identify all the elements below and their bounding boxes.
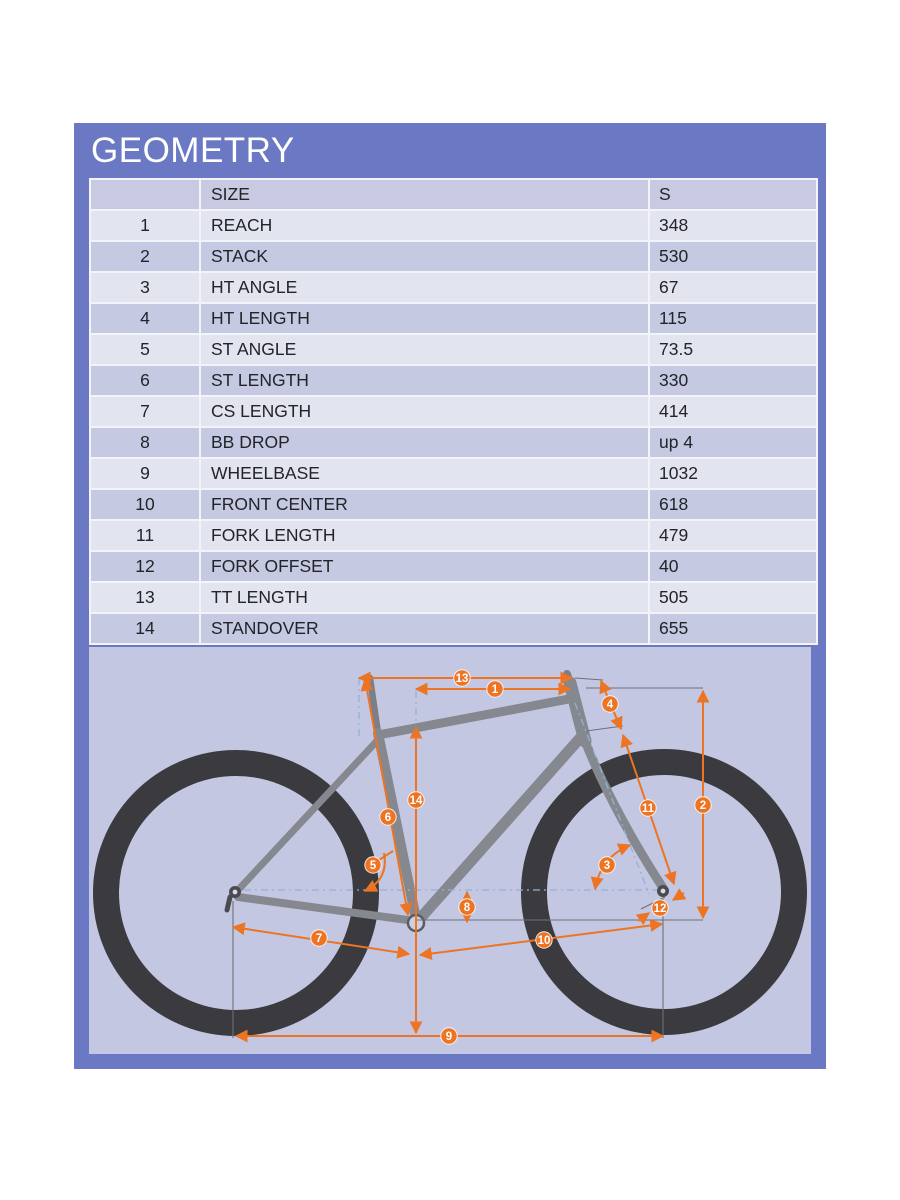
svg-text:8: 8 (463, 902, 471, 914)
table-row (91, 242, 816, 273)
callout-8 (459, 899, 475, 915)
table-row (91, 552, 816, 583)
row-number-cell: 14 (91, 614, 201, 645)
row-label-cell: TT LENGTH (201, 583, 650, 614)
row-number-cell: 11 (91, 521, 201, 552)
row-number-cell: 1 (91, 211, 201, 242)
row-value-cell: 348 (650, 211, 816, 242)
row-value-cell: 618 (650, 490, 816, 521)
callout-12 (652, 900, 668, 916)
row-number-cell: 7 (91, 397, 201, 428)
row-value-cell: 655 (650, 614, 816, 645)
callout-13 (454, 670, 470, 686)
top-tube (378, 699, 569, 735)
callout-4 (602, 696, 618, 712)
table-row (91, 335, 816, 366)
callout-6 (380, 809, 396, 825)
row-value-cell: 115 (650, 304, 816, 335)
row-label-cell: FORK LENGTH (201, 521, 650, 552)
chain-stay (238, 897, 415, 921)
row-label-cell: WHEELBASE (201, 459, 650, 490)
callout-7 (311, 930, 327, 946)
row-label-cell: FRONT CENTER (201, 490, 650, 521)
row-value-cell: 505 (650, 583, 816, 614)
table-row (91, 304, 816, 335)
bike-diagram-svg (89, 647, 811, 1054)
svg-text:6: 6 (384, 812, 392, 824)
svg-text:13: 13 (455, 673, 469, 685)
row-number-cell: 5 (91, 335, 201, 366)
row-number-cell: 13 (91, 583, 201, 614)
row-label-cell: HT LENGTH (201, 304, 650, 335)
row-label-cell: FORK OFFSET (201, 552, 650, 583)
header-cell-s: S (650, 180, 816, 211)
table-row (91, 428, 816, 459)
geometry-table-body (91, 211, 816, 645)
svg-text:12: 12 (653, 903, 667, 915)
row-number-cell: 8 (91, 428, 201, 459)
bike-geometry-diagram (89, 647, 811, 1054)
callout-11 (640, 800, 656, 816)
head-tube (570, 683, 585, 741)
ref-tick-head-bottom (586, 726, 623, 731)
row-number-cell: 9 (91, 459, 201, 490)
row-value-cell: 330 (650, 366, 816, 397)
callout-5 (365, 857, 381, 873)
row-value-cell: 1032 (650, 459, 816, 490)
row-value-cell: 530 (650, 242, 816, 273)
row-label-cell: ST ANGLE (201, 335, 650, 366)
callout-10 (536, 932, 552, 948)
svg-text:14: 14 (409, 795, 423, 807)
table-row (91, 397, 816, 428)
table-row (91, 583, 816, 614)
row-value-cell: 40 (650, 552, 816, 583)
row-label-cell: CS LENGTH (201, 397, 650, 428)
dim-5-leader (379, 851, 393, 860)
dim-12-fork-offset-arrow-b (673, 893, 684, 900)
table-row (91, 366, 816, 397)
table-row (91, 211, 816, 242)
table-row (91, 614, 816, 645)
svg-text:10: 10 (537, 935, 551, 947)
row-number-cell: 6 (91, 366, 201, 397)
front-hub-axle (661, 889, 666, 894)
callout-2 (695, 797, 711, 813)
dimension-callouts (311, 670, 711, 1044)
row-value-cell: 414 (650, 397, 816, 428)
derailleur-hanger (227, 897, 230, 910)
row-label-cell: REACH (201, 211, 650, 242)
svg-text:11: 11 (641, 803, 655, 815)
seat-tube (378, 733, 417, 924)
geometry-table-head (91, 180, 816, 211)
row-label-cell: STACK (201, 242, 650, 273)
svg-text:3: 3 (603, 860, 611, 872)
row-number-cell: 3 (91, 273, 201, 304)
callout-1 (487, 681, 503, 697)
row-number-cell: 4 (91, 304, 201, 335)
ref-tick-head-top (575, 678, 603, 680)
table-row (91, 273, 816, 304)
table-row (91, 490, 816, 521)
callout-14 (408, 792, 424, 808)
svg-text:9: 9 (445, 1031, 453, 1043)
table-row (91, 459, 816, 490)
table-header-row (91, 180, 816, 211)
row-label-cell: BB DROP (201, 428, 650, 459)
row-value-cell: 73.5 (650, 335, 816, 366)
row-label-cell: ST LENGTH (201, 366, 650, 397)
row-number-cell: 2 (91, 242, 201, 273)
geometry-panel (74, 123, 826, 1069)
row-value-cell: up 4 (650, 428, 816, 459)
header-cell-number (91, 180, 201, 211)
svg-text:1: 1 (491, 684, 499, 696)
row-value-cell: 479 (650, 521, 816, 552)
callout-3 (599, 857, 615, 873)
rear-hub-axle (233, 890, 238, 895)
panel-title: GEOMETRY (91, 131, 295, 170)
row-label-cell: STANDOVER (201, 614, 650, 645)
row-label-cell: HT ANGLE (201, 273, 650, 304)
row-number-cell: 12 (91, 552, 201, 583)
svg-text:7: 7 (315, 933, 323, 945)
svg-text:4: 4 (606, 699, 614, 711)
geometry-table (89, 178, 818, 645)
header-cell-size: SIZE (201, 180, 650, 211)
row-number-cell: 10 (91, 490, 201, 521)
bike-frame (227, 674, 669, 931)
row-value-cell: 67 (650, 273, 816, 304)
svg-text:2: 2 (699, 800, 707, 812)
svg-text:5: 5 (369, 860, 377, 872)
table-row (91, 521, 816, 552)
callout-9 (441, 1028, 457, 1044)
